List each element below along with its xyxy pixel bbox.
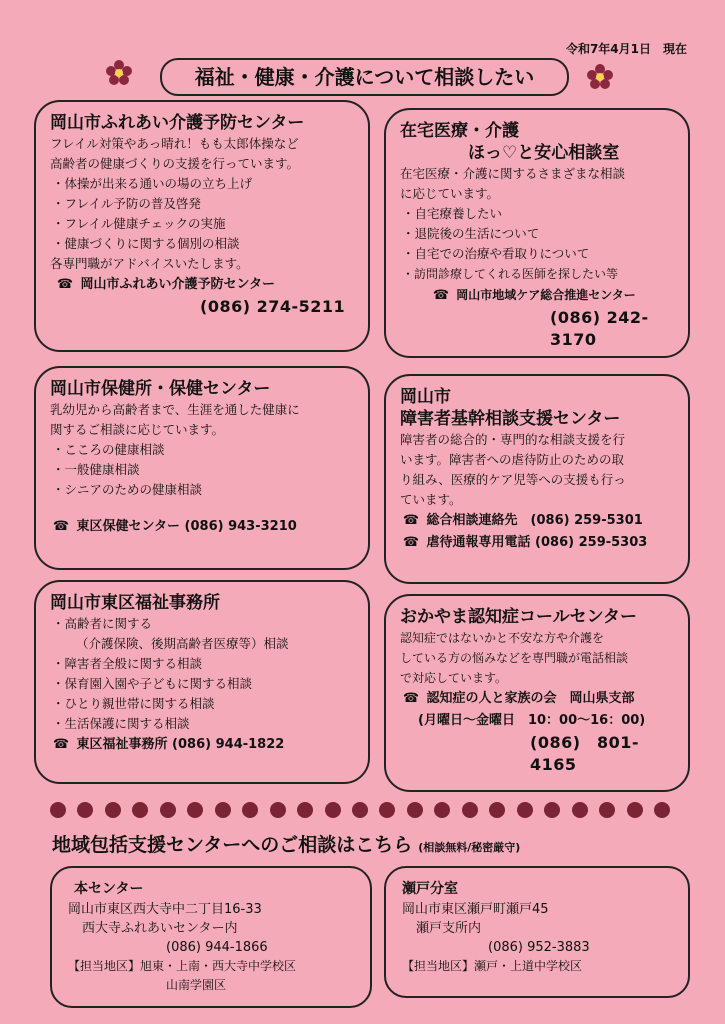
seto-bunshitsu-card: [384, 866, 690, 998]
phone-icon: ☎: [56, 277, 74, 292]
card-title: 障害者基幹相談支援センター: [400, 409, 621, 429]
list-item: ・ 保育園入園や子どもに関する相談: [50, 674, 354, 694]
list-item: ・ 健康づくりに関する個別の相談: [50, 234, 354, 254]
contact-line: [400, 688, 674, 710]
card-title: 岡山市ふれあい介護予防センター: [50, 113, 305, 133]
card-text: で対応しています。: [400, 671, 508, 685]
ninchisho-callcenter-card: [384, 594, 690, 792]
contact-line: [50, 516, 354, 538]
phone-icon: ☎: [402, 513, 420, 528]
fureai-center-card: [34, 100, 370, 352]
hokenjo-card: [34, 366, 370, 570]
list-item: ・ 退院後の生活について: [400, 224, 674, 244]
flower-icon: [585, 62, 615, 92]
list-item: ・ こころの健康相談: [50, 440, 354, 460]
address: 岡山市東区瀬戸町瀬戸45: [402, 902, 549, 917]
hours-line: (月曜日～金曜日 10：00～16：00): [418, 713, 646, 728]
list-item: ・ フレイル健康チェックの実施: [50, 214, 354, 234]
phone-number: (086) 242-3170: [550, 308, 649, 349]
contact-name: 岡山市地域ケア総合推進センター: [456, 288, 636, 302]
contact-line: [400, 532, 674, 554]
contact-name: 総合相談連絡先 (086) 259-5301: [426, 513, 643, 528]
card-title: 瀬戸分室: [402, 881, 458, 897]
card-text: 在宅医療・介護に関するさまざまな相談: [400, 166, 626, 181]
phone-icon: ☎: [402, 535, 420, 550]
area: 【担当地区】瀬戸・上道中学校区: [402, 959, 583, 973]
list-item: ・ 障害者全般に関する相談: [50, 654, 354, 674]
fukushi-jimusho-card: [34, 580, 370, 784]
list-item: ・ 生活保護に関する相談: [50, 714, 354, 734]
area: 【担当地区】旭東・上南・西大寺中学校区: [68, 959, 297, 973]
card-title: 岡山市東区福祉事務所: [50, 593, 220, 613]
section-note: (相談無料/秘密厳守): [418, 841, 521, 854]
phone-number: (086) 274-5211: [200, 297, 346, 316]
phone-number: (086) 801-4165: [530, 733, 640, 774]
list-item: ・ ひとり親世帯に関する相談: [50, 694, 354, 714]
date-label: 令和7年4月1日 現在: [565, 42, 687, 56]
list-item: ・ 自宅療養したい: [400, 204, 674, 224]
section-title: [52, 830, 520, 857]
contact-name: 東区保健センター (086) 943-3210: [76, 519, 297, 534]
phone-number: (086) 952-3883: [488, 940, 590, 955]
list-item: ・ 高齢者に関する: [50, 614, 354, 634]
card-text: している方の悩みなどを専門職が電話相談: [400, 651, 629, 665]
dot-divider: [50, 800, 670, 820]
contact-line: [50, 734, 354, 756]
card-text: 高齢者の健康づくりの支援を行っています。: [50, 156, 300, 171]
card-text: 関するご相談に応じています。: [50, 422, 225, 437]
card-text: り組み、医療的ケア児等への支援も行っ: [400, 472, 626, 487]
card-text: に応じています。: [400, 186, 500, 201]
card-text: ています。: [400, 492, 462, 507]
card-title: 在宅医療・介護: [400, 121, 519, 141]
section-title-text: 地域包括支援センターへのご相談はこちら: [52, 834, 413, 856]
contact-line: [400, 510, 674, 532]
contact-name: 認知症の人と家族の会 岡山県支部: [426, 691, 635, 706]
card-title: 本センター: [74, 881, 144, 897]
card-text: います。障害者への虐待防止のための取: [400, 452, 625, 467]
address: 岡山市東区西大寺中二丁目16-33: [68, 902, 262, 917]
card-text: 障害者の総合的・専門的な相談支援を行: [400, 432, 626, 447]
list-item: ・ シニアのための健康相談: [50, 480, 354, 500]
phone-icon: ☎: [402, 691, 420, 706]
list-item: ・ フレイル予防の普及啓発: [50, 194, 354, 214]
card-title: 岡山市: [400, 387, 451, 407]
phone-icon: ☎: [52, 519, 70, 534]
page-title: 福祉・健康・介護について相談したい: [160, 58, 569, 96]
shogai-soudan-card: [384, 374, 690, 584]
contact-name: 東区福祉事務所 (086) 944-1822: [76, 737, 285, 752]
card-title: おかやま認知症コールセンター: [400, 607, 637, 627]
card-text: フレイル対策やあっ晴れ！もも太郎体操など: [50, 136, 299, 151]
contact-name: 岡山市ふれあい介護予防センター: [80, 277, 276, 292]
card-title: 岡山市保健所・保健センター: [50, 379, 271, 399]
flower-icon: [104, 58, 134, 88]
place: 瀬戸支所内: [416, 921, 482, 936]
zaitaku-soudan-card: [384, 108, 690, 358]
phone-icon: ☎: [432, 288, 450, 303]
place: 西大寺ふれあいセンター内: [82, 921, 238, 936]
area: 山南学園区: [166, 978, 227, 992]
phone-number: (086) 944-1866: [166, 940, 268, 955]
honcenter-card: [50, 866, 372, 1008]
list-item: ・ 体操が出来る通いの場の立ち上げ: [50, 174, 354, 194]
contact-line: [50, 274, 354, 296]
contact-line: [400, 284, 674, 307]
card-title: ほっ♡と安心相談室: [468, 143, 620, 163]
list-item: ・ 一般健康相談: [50, 460, 354, 480]
card-text: 乳幼児から高齢者まで、生涯を通した健康に: [50, 402, 300, 417]
phone-icon: ☎: [52, 737, 70, 752]
card-text: 認知症ではないかと不安な方や介護を: [400, 631, 605, 645]
list-item: ・ 自宅での治療や看取りについて: [400, 244, 674, 264]
list-item: ・ 訪問診療してくれる医師を探したい等: [400, 264, 674, 284]
contact-name: 虐待通報専用電話 (086) 259-5303: [426, 535, 648, 550]
card-note: 各専門職がアドバイスいたします。: [50, 256, 249, 271]
list-item-detail: （介護保険、後期高齢者医療等）相談: [76, 636, 289, 651]
